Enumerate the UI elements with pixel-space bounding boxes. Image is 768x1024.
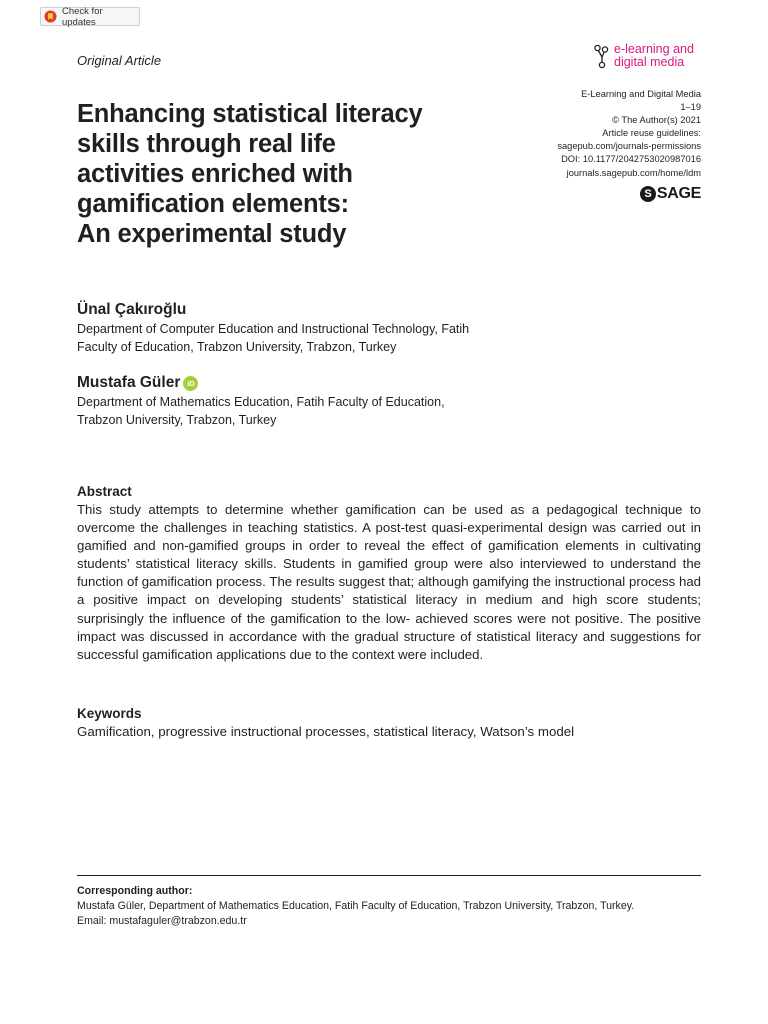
title-line: Enhancing statistical literacy: [77, 100, 423, 128]
footnote-divider: [77, 875, 701, 876]
copyright: © The Author(s) 2021: [612, 115, 701, 126]
title-line: skills through real life: [77, 130, 336, 158]
check-for-updates-label: Check for updates: [61, 5, 103, 28]
title-line: An experimental study: [77, 220, 347, 248]
corresponding-heading: Corresponding author:: [77, 885, 193, 897]
page-range: 1–19: [680, 102, 701, 113]
corresponding-author: [77, 884, 717, 930]
journal-home-link[interactable]: journals.sagepub.com/home/ldm: [566, 167, 701, 178]
journal-logo-line1: e-learning and: [614, 42, 694, 56]
sage-s-icon: S: [640, 186, 656, 202]
reuse-link[interactable]: sagepub.com/journals-permissions: [557, 141, 701, 152]
journal-logo: [593, 43, 694, 69]
check-for-updates-icon: [44, 10, 57, 23]
author-affiliation: [77, 321, 469, 356]
keywords-text: Gamification, progressive instructional processes, statistical literacy, Watson’s model: [77, 724, 575, 739]
affiliation-line: Trabzon University, Trabzon, Turkey: [77, 412, 277, 427]
author-name: Mustafa Güler: [77, 374, 181, 391]
sage-name: SAGE: [656, 185, 701, 202]
sage-logo: [640, 185, 701, 203]
abstract-section: [77, 483, 701, 664]
logo-mark-icon: [593, 43, 609, 69]
title-line: activities enriched with: [77, 160, 353, 188]
author-affiliation: [77, 394, 445, 429]
corresponding-address: Mustafa Güler, Department of Mathematics Education, Fatih Faculty of Education, Trabzon University, Trabzon, Turkey.: [77, 900, 635, 913]
affiliation-line: Department of Mathematics Education, Fatih Faculty of Education,: [77, 395, 445, 409]
affiliation-line: Faculty of Education, Trabzon University, Trabzon, Turkey: [77, 339, 397, 354]
check-for-updates-badge[interactable]: [40, 7, 140, 26]
author-2: [77, 374, 445, 429]
affiliation-line: Department of Computer Education and Instructional Technology, Fatih: [77, 322, 470, 336]
article-type: Original Article: [77, 53, 162, 68]
corresponding-email[interactable]: Email: mustafaguler@trabzon.edu.tr: [77, 915, 247, 928]
journal-name: E-Learning and Digital Media: [581, 89, 701, 99]
author-name: Ünal Çakıroğlu: [77, 301, 187, 318]
author-1: [77, 301, 469, 356]
article-title: [77, 99, 497, 249]
keywords-section: [77, 705, 701, 741]
journal-logo-line2: digital media: [614, 55, 685, 69]
abstract-heading: Abstract: [77, 484, 132, 499]
orcid-icon[interactable]: iD: [183, 376, 198, 391]
doi[interactable]: DOI: 10.1177/2042753020987016: [561, 154, 701, 165]
reuse-label: Article reuse guidelines:: [602, 128, 701, 139]
keywords-heading: Keywords: [77, 706, 142, 721]
title-line: gamification elements:: [77, 190, 349, 218]
abstract-text: This study attempts to determine whether gamification can be used as a pedagogical technique to overcome the challenges in teaching statistics. A post-test quasi-experimental design was carried out in gamified and non-gamified groups in order to reveal the effect of gamification elements in cultivating students’ statistical literacy skills. Students in gamified group were also interviewed to understand the function of gamification process. The results suggest that; although gamifying the instructional process had a positive impact on developing students’ statistical literacy in medium and high score students; surprisingly the influence of the gamification to the low- achieved scores were not positive. The positive impact was discussed in accordance with the gradual structure of statistical literacy and suggestions for successful gamification applications due to the context were included.: [77, 502, 701, 662]
